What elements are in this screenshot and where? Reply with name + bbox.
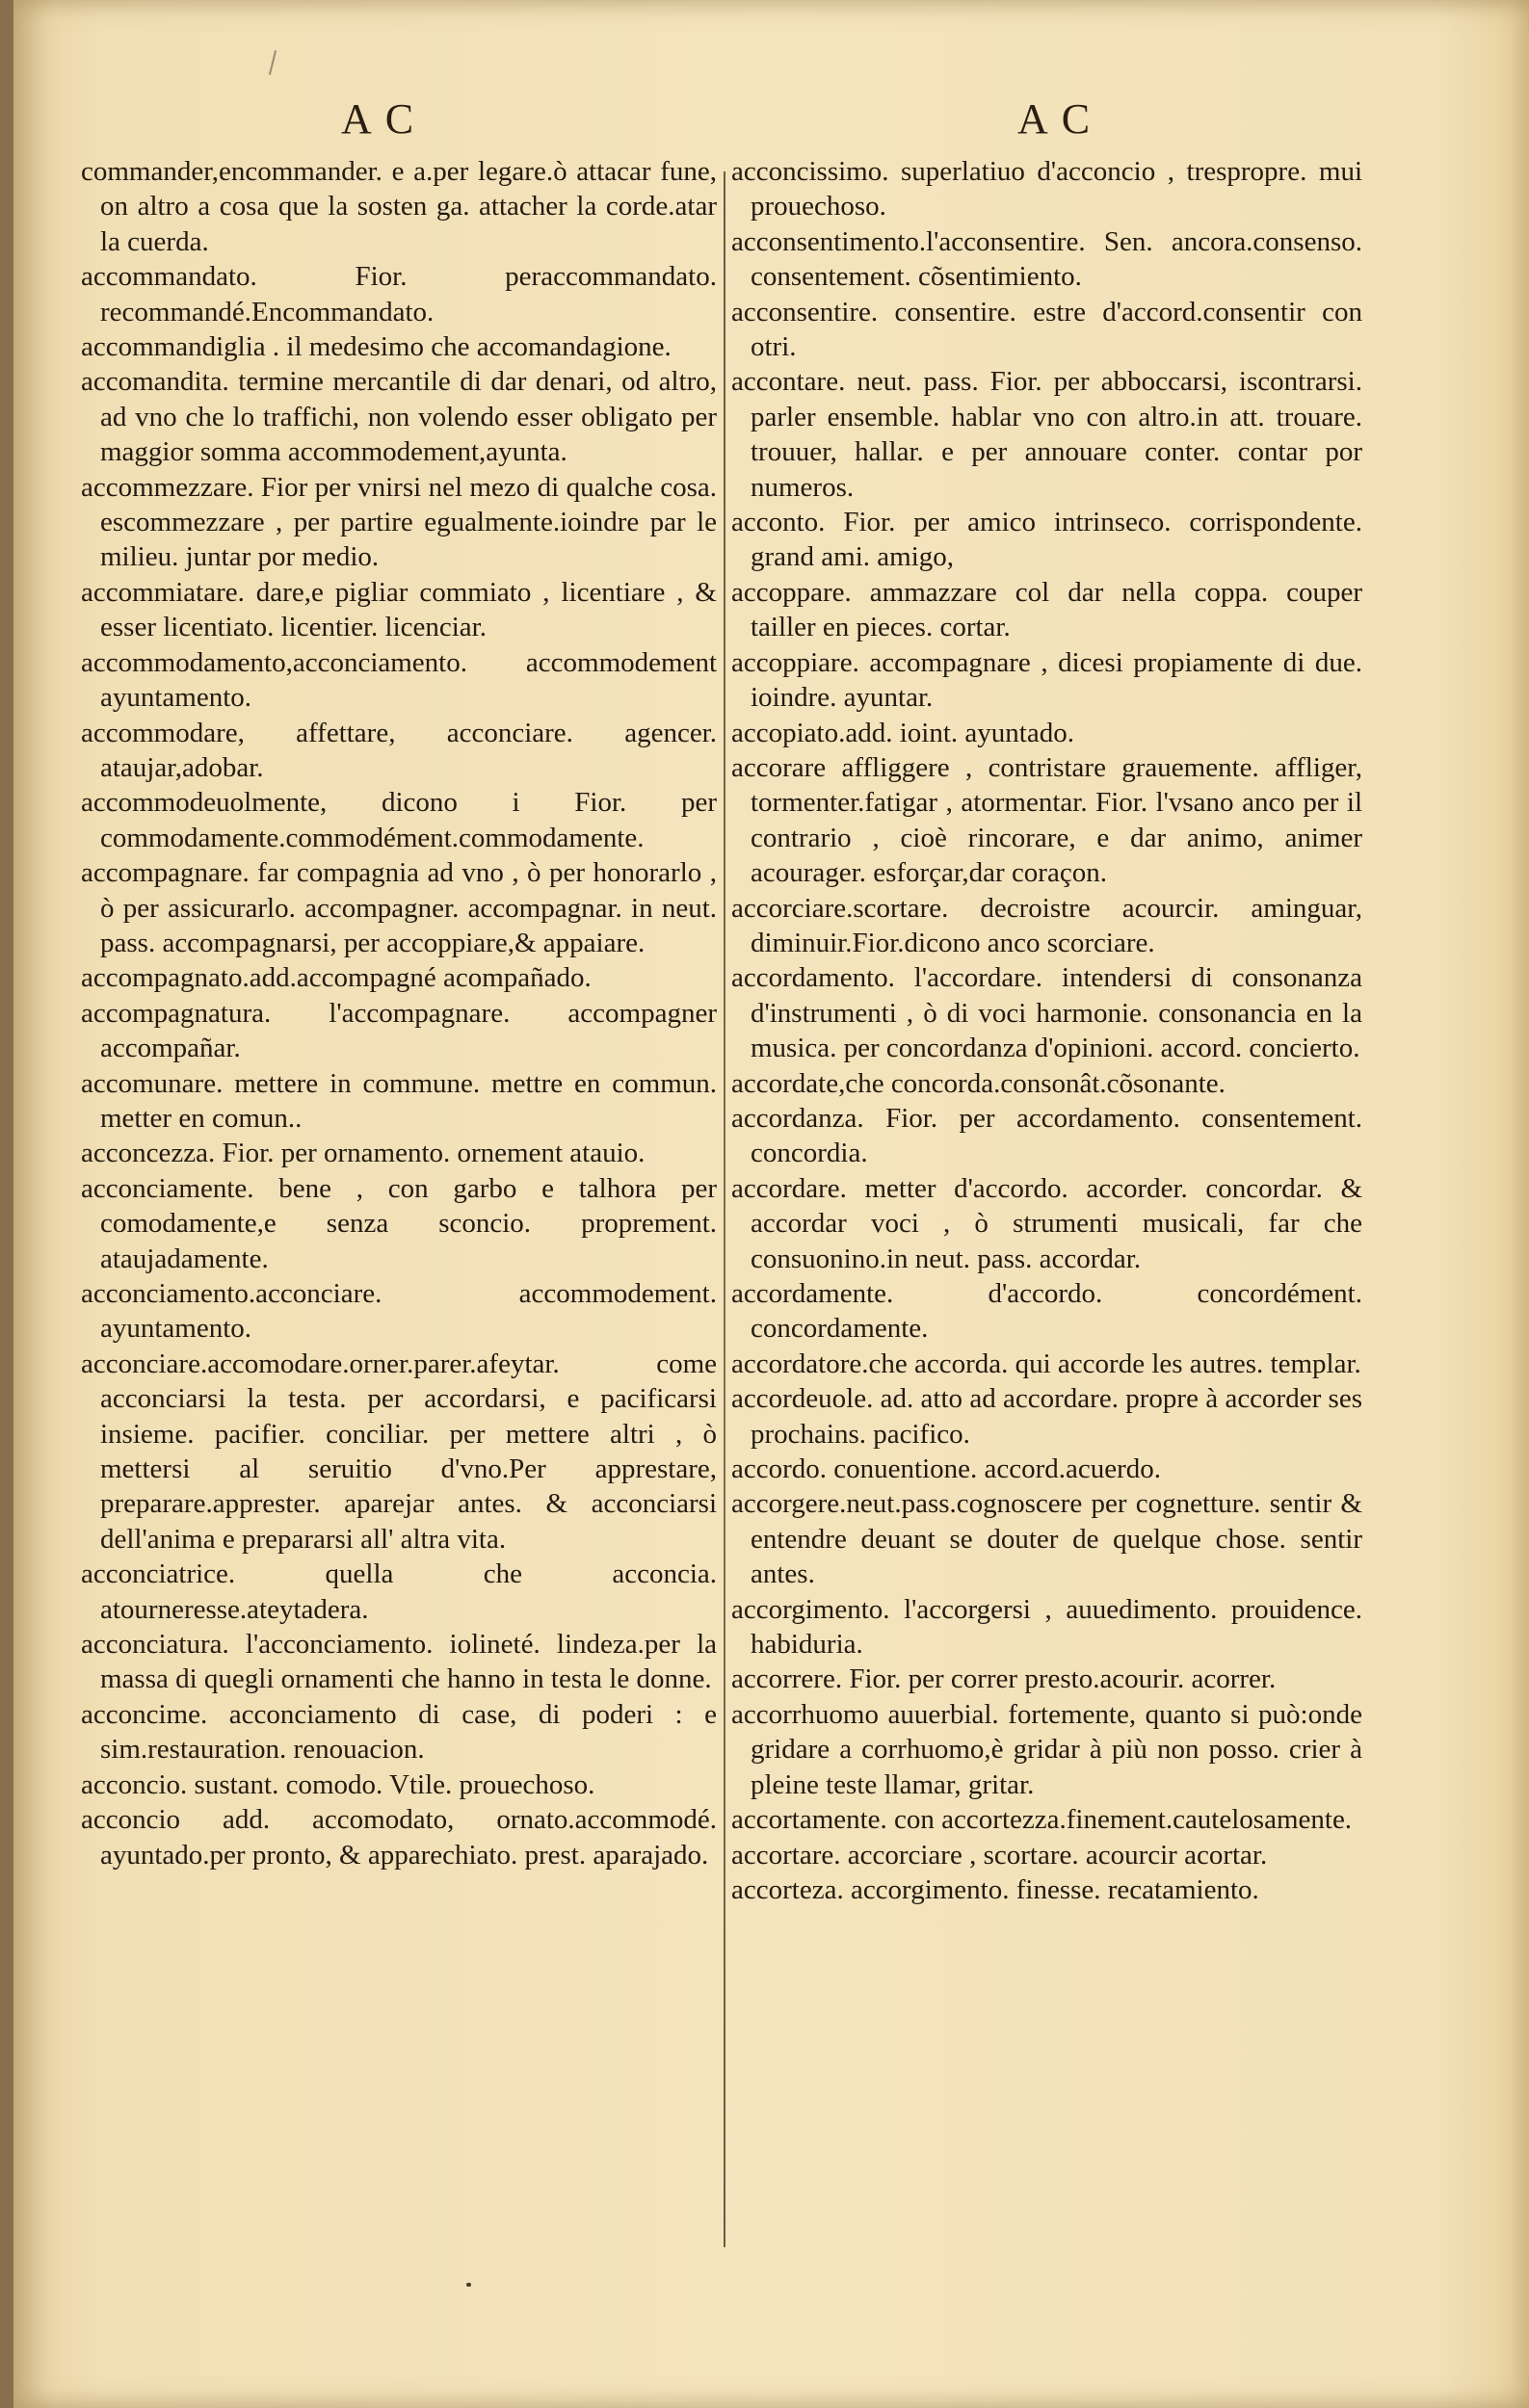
dictionary-entry: acconcio. sustant. comodo. Vtile. prouechoso. bbox=[81, 1768, 595, 1800]
book-page bbox=[13, 0, 1529, 2408]
dictionary-entry: acconciatrice. quella che acconcia. atourneresse.ateytadera. bbox=[81, 1558, 717, 1625]
dictionary-entry: acconcezza. Fior. per ornamento. ornement atauio. bbox=[81, 1138, 646, 1169]
dictionary-entry: commander,encommander. e a.per legare.ò attacar fune, on altro a cosa que la sosten ga. attacher la corde.atar la cuerda. bbox=[81, 156, 717, 257]
dictionary-entry: acconciare.accomodare.orner.parer.afeytar. come acconciarsi la testa. per accordarsi, e pacificarsi insieme. pacifier. conciliar. per mettere altri , ò mettersi al seruitio d'vno.Per apprestare, preparare.apprester. aparejar antes. & acconciarsi dell'anima e prepararsi all' altra vita. bbox=[81, 1348, 717, 1555]
dictionary-entry: accorgimento. l'accorgersi , auuedimento. prouidence. habiduria. bbox=[731, 1593, 1362, 1661]
dictionary-entry: accortamente. con accortezza.finement.cautelosamente. bbox=[731, 1804, 1353, 1836]
dictionary-entry: accordare. metter d'accordo. accorder. concordar. & accordar voci , ò strumenti musicali, far che consuonino.in neut. pass. accordar. bbox=[731, 1172, 1362, 1274]
dictionary-entry: accomunare. mettere in commune. mettre en commun. metter en comun.. bbox=[81, 1067, 717, 1134]
dictionary-entry: acconcissimo. superlatiuo d'acconcio , trespropre. mui prouechoso. bbox=[731, 156, 1362, 222]
dictionary-entry: accordeuole. ad. atto ad accordare. propre à accorder ses prochains. pacifico. bbox=[731, 1383, 1362, 1450]
ink-speck bbox=[466, 2283, 471, 2287]
dictionary-entry: accoppare. ammazzare col dar nella coppa. couper tailler en pieces. cortar. bbox=[731, 576, 1362, 643]
dictionary-entry: accommandiglia . il medesimo che accomandagione. bbox=[81, 331, 672, 363]
dictionary-entry: accorrere. Fior. per correr presto.acourir. acorrer. bbox=[731, 1663, 1277, 1695]
dictionary-entry: accommodeuolmente, dicono i Fior. per commodamente.commodément.commodamente. bbox=[81, 787, 717, 853]
dictionary-entry: acconcio add. accomodato, ornato.accommodé. ayuntado.per pronto, & apparechiato. prest. aparajado. bbox=[81, 1804, 717, 1871]
dictionary-entry: accompagnatura. l'accompagnare. accompagner accompañar. bbox=[81, 997, 717, 1064]
left-running-header: AC bbox=[341, 95, 428, 143]
dictionary-entry: acconto. Fior. per amico intrinseco. corrispondente. grand ami. amigo, bbox=[731, 507, 1362, 573]
dictionary-entry: accontare. neut. pass. Fior. per abboccarsi, iscontrarsi. parler ensemble. hablar vno con altro.in att. trouare. trouuer, hallar. e per annouare conter. contar por numeros. bbox=[731, 366, 1362, 503]
dictionary-entry: accommandato. Fior. peraccommandato. recommandé.Encommandato. bbox=[81, 261, 717, 327]
dictionary-entry: acconciatura. l'acconciamento. iolineté. lindeza.per la massa di quegli ornamenti che hanno in testa le donne. bbox=[81, 1629, 717, 1695]
dictionary-entry: accommodamento,acconciamento. accommodement ayuntamento. bbox=[81, 646, 717, 714]
dictionary-entry: accordo. conuentione. accord.acuerdo. bbox=[731, 1453, 1162, 1485]
dictionary-entry: acconciamento.acconciare. accommodement. ayuntamento. bbox=[81, 1278, 717, 1345]
dictionary-entry: acconciamente. bene , con garbo e talhora per comodamente,e senza sconcio. proprement. ataujadamente. bbox=[81, 1172, 717, 1274]
pencil-mark bbox=[269, 50, 277, 75]
dictionary-entry: accorteza. accorgimento. finesse. recatamiento. bbox=[731, 1873, 1259, 1905]
dictionary-entry: accopiato.add. ioint. ayuntado. bbox=[731, 717, 1074, 748]
dictionary-entry: accompagnare. far compagnia ad vno , ò per honorarlo , ò per assicurarlo. accompagner. accompagnar. in neut. pass. accompagnarsi, per accoppiare,& appaiare. bbox=[81, 857, 717, 958]
right-column bbox=[731, 154, 1362, 1907]
dictionary-entry: accorciare.scortare. decroistre acourcir. aminguar, diminuir.Fior.dicono anco scorciare. bbox=[731, 892, 1362, 958]
column-divider bbox=[724, 171, 725, 2247]
dictionary-entry: accorare affliggere , contristare grauemente. affliger, tormenter.fatigar , atormentar. Fior. l'vsano anco per il contrario , cioè rincorare, e dar animo, animer acourager. esforçar,dar coraçon. bbox=[731, 751, 1362, 889]
dictionary-entry: accommodare, affettare, acconciare. agencer. ataujar,adobar. bbox=[81, 717, 717, 783]
dictionary-entry: accomandita. termine mercantile di dar denari, od altro, ad vno che lo traffichi, non volendo esser obligato per maggior somma accommodement,ayunta. bbox=[81, 366, 717, 468]
left-column bbox=[81, 154, 717, 1872]
dictionary-entry: accortare. accorciare , scortare. acourcir acortar. bbox=[731, 1839, 1268, 1871]
right-running-header: AC bbox=[1017, 95, 1104, 143]
dictionary-entry: accompagnato.add.accompagné acompañado. bbox=[81, 962, 592, 994]
dictionary-entry: acconcime. acconciamento di case, di poderi : e sim.restauration. renouacion. bbox=[81, 1698, 717, 1766]
dictionary-entry: accordanza. Fior. per accordamento. consentement. concordia. bbox=[731, 1102, 1362, 1169]
dictionary-entry: accoppiare. accompagnare , dicesi propiamente di due. ioindre. ayuntar. bbox=[731, 646, 1362, 714]
dictionary-entry: accommiatare. dare,e pigliar commiato , licentiare , & esser licentiato. licentier. licenciar. bbox=[81, 576, 717, 643]
dictionary-entry: accordamente. d'accordo. concordément. concordamente. bbox=[731, 1278, 1362, 1345]
dictionary-entry: accordamento. l'accordare. intendersi di consonanza d'instrumenti , ò di voci harmonie. consonancia en la musica. per concordanza d'opinioni. accord. concierto. bbox=[731, 962, 1362, 1064]
dictionary-entry: accommezzare. Fior per vnirsi nel mezo di qualche cosa. escommezzare , per partire egualmente.ioindre par le milieu. juntar por medio. bbox=[81, 471, 717, 573]
dictionary-entry: accorgere.neut.pass.cognoscere per cognetture. sentir & entendre deuant se douter de quelque chose. sentir antes. bbox=[731, 1488, 1362, 1590]
dictionary-entry: acconsentire. consentire. estre d'accord.consentir con otri. bbox=[731, 296, 1362, 363]
dictionary-entry: accorrhuomo auuerbial. fortemente, quanto si può:onde gridare a corrhuomo,è gridar à più non posso. crier à pleine teste llamar, gritar. bbox=[731, 1698, 1362, 1800]
dictionary-entry: accordatore.che accorda. qui accorde les autres. templar. bbox=[731, 1348, 1361, 1379]
dictionary-entry: acconsentimento.l'acconsentire. Sen. ancora.consenso. consentement. cõsentimiento. bbox=[731, 225, 1362, 293]
dictionary-entry: accordate,che concorda.consonât.cõsonante. bbox=[731, 1067, 1226, 1099]
